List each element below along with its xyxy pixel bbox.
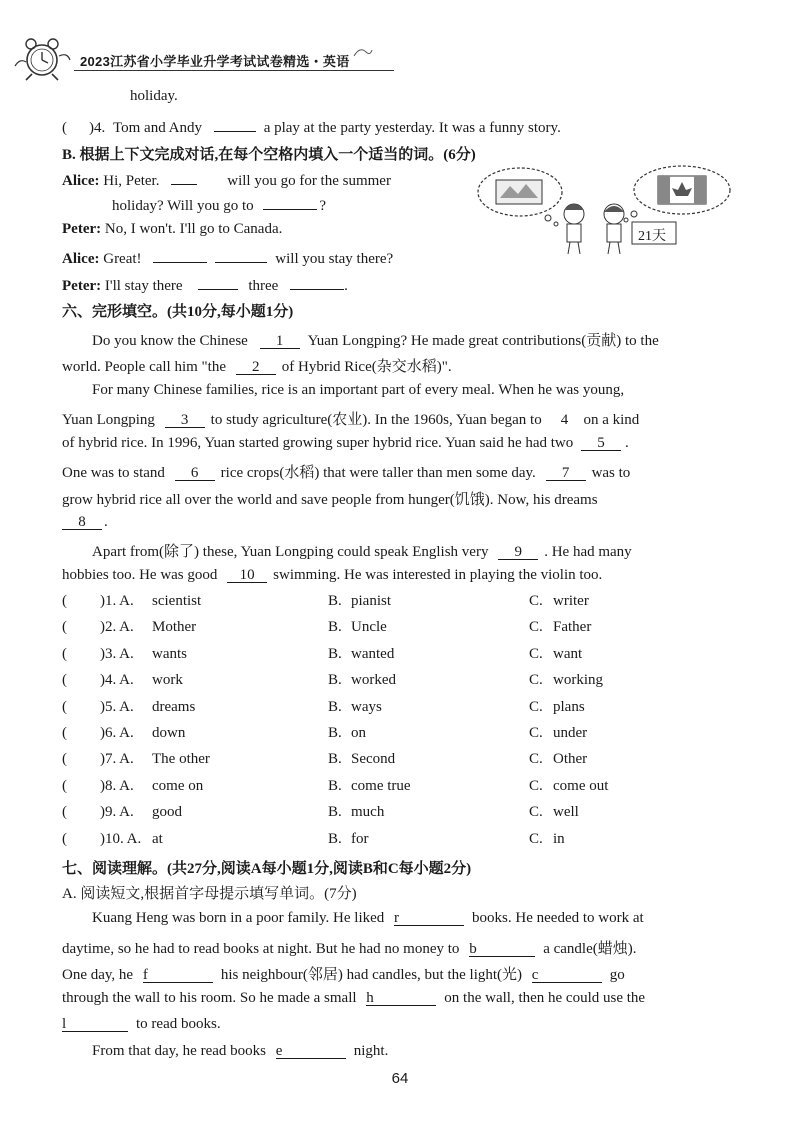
option-b[interactable]: come true bbox=[351, 778, 411, 794]
dialog-illustration bbox=[474, 162, 736, 258]
blank-b2[interactable] bbox=[263, 194, 317, 210]
cloze-p2-l4: One was to stand 6 rice crops(水稻) that were taller than men some day. 7 was to bbox=[62, 465, 631, 481]
cloze-blank-8[interactable]: 8 bbox=[62, 514, 102, 530]
answer-paren[interactable]: ( bbox=[62, 804, 67, 820]
holiday-continuation: holiday. bbox=[130, 88, 178, 104]
question-number: )7. A. bbox=[100, 751, 134, 767]
option-c[interactable]: under bbox=[553, 725, 588, 741]
alarm-clock-icon bbox=[12, 36, 74, 82]
kids-thought-bubbles-icon bbox=[474, 162, 736, 258]
option-c-letter: C. bbox=[529, 778, 543, 794]
answer-paren[interactable]: ( bbox=[62, 619, 67, 635]
cloze-p1-l1: Do you know the Chinese 1 Yuan Longping? He made great contributions(贡献) to the bbox=[92, 333, 659, 349]
option-a[interactable]: Mother bbox=[152, 619, 197, 635]
cloze-blank-1[interactable]: 1 bbox=[260, 333, 300, 349]
cloze-p3-l2: hobbies too. He was good 10 swimming. He was interested in playing the violin too. bbox=[62, 567, 603, 583]
reading-l1: Kuang Heng was born in a poor family. He liked r books. He needed to work at bbox=[92, 910, 644, 926]
answer-paren[interactable]: ( bbox=[62, 831, 67, 847]
cloze-blank-7[interactable]: 7 bbox=[546, 465, 586, 481]
option-b-letter: B. bbox=[328, 778, 342, 794]
section-7a-title: A. 阅读短文,根据首字母提示填写单词。(7分) bbox=[62, 886, 357, 902]
blank-b[interactable]: b bbox=[469, 941, 535, 957]
cloze-p2-l3: of hybrid rice. In 1996, Yuan started growing super hybrid rice. Yuan said he had two 5 . bbox=[62, 435, 629, 451]
cloze-blank-10[interactable]: 10 bbox=[227, 567, 267, 583]
blank-b1[interactable] bbox=[171, 169, 197, 185]
cloze-p2-l6: 8 . bbox=[62, 514, 108, 531]
option-b-letter: B. bbox=[328, 646, 342, 662]
option-b-letter: B. bbox=[328, 831, 342, 847]
option-c[interactable]: writer bbox=[553, 593, 589, 609]
option-b-letter: B. bbox=[328, 725, 342, 741]
cloze-blank-9[interactable]: 9 bbox=[498, 544, 538, 560]
section-b-title: B. 根据上下文完成对话,在每个空格内填入一个适当的词。(6分) bbox=[62, 147, 476, 163]
option-c-letter: C. bbox=[529, 804, 543, 820]
header-title: 2023江苏省小学毕业升学考试试卷精选・英语 bbox=[80, 54, 350, 69]
option-c-letter: C. bbox=[529, 725, 543, 741]
option-c[interactable]: plans bbox=[553, 699, 585, 715]
option-b-letter: B. bbox=[328, 751, 342, 767]
question-number: )4. A. bbox=[100, 672, 134, 688]
option-b[interactable]: pianist bbox=[351, 593, 391, 609]
option-b[interactable]: Second bbox=[351, 751, 396, 767]
option-a[interactable]: scientist bbox=[152, 593, 202, 609]
option-c-letter: C. bbox=[529, 672, 543, 688]
option-b-letter: B. bbox=[328, 619, 342, 635]
option-c[interactable]: in bbox=[553, 831, 565, 847]
section-6-title: 六、完形填空。(共10分,每小题1分) bbox=[62, 304, 294, 320]
answer-paren[interactable]: ( bbox=[62, 699, 67, 715]
header-mascot bbox=[12, 36, 74, 82]
blank-l[interactable]: l bbox=[62, 1016, 128, 1032]
cloze-blank-2[interactable]: 2 bbox=[236, 359, 276, 375]
option-c[interactable]: Father bbox=[553, 619, 592, 635]
question-number: )1. A. bbox=[100, 593, 134, 609]
question-number: )5. A. bbox=[100, 699, 134, 715]
option-c-letter: C. bbox=[529, 619, 543, 635]
option-b[interactable]: wanted bbox=[351, 646, 395, 662]
option-b[interactable]: Uncle bbox=[351, 619, 387, 635]
question-number: )3. A. bbox=[100, 646, 134, 662]
reading-l5: l to read books. bbox=[62, 1016, 221, 1032]
dialog-alice-1: Alice: Hi, Peter. will you go for the summer bbox=[62, 169, 391, 190]
option-a[interactable]: dreams bbox=[152, 699, 196, 715]
section-7-title: 七、阅读理解。(共27分,阅读A每小题1分,阅读B和C每小题2分) bbox=[62, 861, 472, 877]
option-a[interactable]: down bbox=[152, 725, 186, 741]
cloze-p2-l1: For many Chinese families, rice is an important part of every meal. When he was young, bbox=[92, 382, 625, 398]
blank-b4[interactable] bbox=[215, 247, 267, 263]
option-c-letter: C. bbox=[529, 751, 543, 767]
answer-paren[interactable]: ( bbox=[62, 646, 67, 662]
reading-l4: through the wall to his room. So he made a small h on the wall, then he could use the bbox=[62, 990, 646, 1006]
dialog-alice-1-cont: holiday? Will you go to ? bbox=[112, 194, 326, 215]
cloze-p1-l2: world. People call him "the 2 of Hybrid Rice(杂交水稻)". bbox=[62, 359, 452, 375]
cloze-p3-l1: Apart from(除了) these, Yuan Longping could speak English very 9 . He had many bbox=[92, 544, 632, 560]
dialog-alice-2: Alice: Great! will you stay there? bbox=[62, 247, 393, 268]
option-a[interactable]: The other bbox=[152, 751, 210, 767]
cloze-blank-3[interactable]: 3 bbox=[165, 412, 205, 428]
badge-21-days: 21天 bbox=[638, 229, 666, 244]
cloze-p2-l5: grow hybrid rice all over the world and save people from hunger(饥饿). Now, his dreams bbox=[62, 492, 598, 508]
option-b[interactable]: ways bbox=[351, 699, 382, 715]
cloze-blank-4[interactable]: 4 bbox=[560, 412, 569, 428]
option-c[interactable]: want bbox=[553, 646, 583, 662]
option-b-letter: B. bbox=[328, 804, 342, 820]
answer-paren[interactable]: ( bbox=[62, 751, 67, 767]
question-number: )8. A. bbox=[100, 778, 134, 794]
option-a[interactable]: come on bbox=[152, 778, 204, 794]
header-ornament bbox=[352, 44, 374, 65]
blank-b3[interactable] bbox=[153, 247, 207, 263]
option-b-letter: B. bbox=[328, 593, 342, 609]
option-c[interactable]: come out bbox=[553, 778, 609, 794]
option-c[interactable]: well bbox=[553, 804, 579, 820]
option-b[interactable]: on bbox=[351, 725, 366, 741]
option-c-letter: C. bbox=[529, 646, 543, 662]
question-number: )10. A. bbox=[100, 831, 142, 847]
reading-l6: From that day, he read books e night. bbox=[92, 1043, 389, 1059]
answer-paren[interactable]: ( bbox=[62, 725, 67, 741]
option-b-letter: B. bbox=[328, 672, 342, 688]
question-number: )2. A. bbox=[100, 619, 134, 635]
blank-q4[interactable] bbox=[214, 116, 256, 132]
cloze-p2-l2: Yuan Longping 3 to study agriculture(农业). In the 1960s, Yuan began to 4 on a kind bbox=[62, 412, 640, 428]
cloze-blank-5[interactable]: 5 bbox=[581, 435, 621, 451]
option-a[interactable]: good bbox=[152, 804, 182, 820]
blank-c[interactable]: c bbox=[532, 967, 602, 983]
option-b[interactable]: worked bbox=[351, 672, 396, 688]
option-c-letter: C. bbox=[529, 593, 543, 609]
option-c[interactable]: working bbox=[553, 672, 603, 688]
answer-paren[interactable]: ( bbox=[62, 672, 67, 688]
question-number: )6. A. bbox=[100, 725, 134, 741]
option-a[interactable]: work bbox=[152, 672, 183, 688]
blank-b5[interactable] bbox=[198, 274, 238, 290]
option-b[interactable]: much bbox=[351, 804, 385, 820]
dialog-peter-1: Peter: No, I won't. I'll go to Canada. bbox=[62, 221, 283, 237]
option-c[interactable]: Other bbox=[553, 751, 588, 767]
reading-l2: daytime, so he had to read books at night. But he had no money to b a candle(蜡烛). bbox=[62, 941, 637, 957]
blank-h[interactable]: h bbox=[366, 990, 436, 1006]
cloze-blank-6[interactable]: 6 bbox=[175, 465, 215, 481]
blank-b6[interactable] bbox=[290, 274, 344, 290]
blank-r[interactable]: r bbox=[394, 910, 464, 926]
option-b-letter: B. bbox=[328, 699, 342, 715]
option-c-letter: C. bbox=[529, 699, 543, 715]
blank-e[interactable]: e bbox=[276, 1043, 346, 1059]
question-number: )9. A. bbox=[100, 804, 134, 820]
answer-paren[interactable]: ( bbox=[62, 778, 67, 794]
page-number: 64 bbox=[391, 1070, 409, 1087]
q4-line: ( )4. Tom and Andy a play at the party yesterday. It was a funny story. bbox=[62, 116, 561, 137]
option-a[interactable]: at bbox=[152, 831, 163, 847]
option-a[interactable]: wants bbox=[152, 646, 187, 662]
answer-paren[interactable]: ( bbox=[62, 593, 67, 609]
option-b[interactable]: for bbox=[351, 831, 369, 847]
header-rule bbox=[74, 70, 394, 71]
option-c-letter: C. bbox=[529, 831, 543, 847]
dialog-peter-2: Peter: I'll stay there three . bbox=[62, 274, 348, 295]
reading-l3: One day, he f his neighbour(邻居) had candles, but the light(光) c go bbox=[62, 967, 625, 983]
blank-f[interactable]: f bbox=[143, 967, 213, 983]
